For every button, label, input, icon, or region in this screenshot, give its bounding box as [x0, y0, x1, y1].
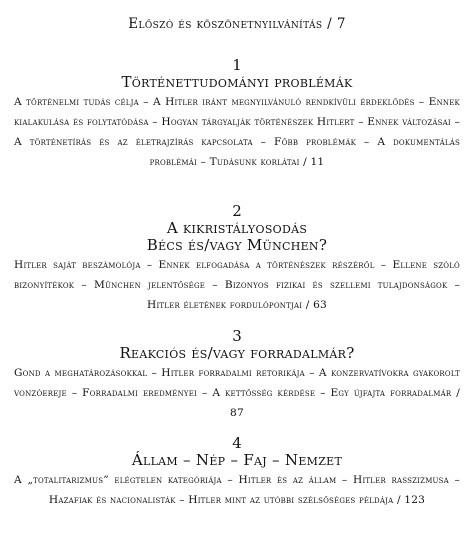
chapter-title: Állam – Nép – Faj – Nemzet [131, 451, 343, 469]
preface-entry: Előszó és köszönetnyilvánítás / 7 [128, 16, 346, 32]
chapter-title: Történettudományi problémák [121, 73, 353, 91]
chapter-4 [14, 434, 460, 510]
chapter-subtitle: Bécs és/vagy München? [146, 236, 328, 254]
chapter-2 [14, 202, 460, 315]
chapter-number: 3 [232, 327, 242, 345]
chapter-description: Gond a meghatározásokkal – Hitler forradalmi retorikája – A konzervatívokra gyakorolt vonzóereje – Forradalmi eredményei – A kettősség kérdése – Egy újfajta forradalmár / 87 [14, 367, 460, 419]
chapter-3 [14, 327, 460, 423]
chapter-number: 4 [232, 434, 242, 452]
chapter-1 [14, 56, 460, 172]
chapter-title: A kikristályosodás [166, 219, 308, 237]
chapter-description: A történelmi tudás célja – A Hitler iránt megnyilvánuló rendkívüli érdeklődés – Ennek kialakulása és folytatódása – Hogyan tárgyalják történészek Hitlert – Ennek változásai – A történetírás és az életrajzírás kapcsolata – Főbb problémák – A dokumentálás problémái – Tudásunk korlátai / 11 [14, 96, 460, 168]
chapter-number: 2 [232, 202, 242, 220]
chapter-title: Reakciós és/vagy forradalmár? [119, 344, 355, 362]
chapter-number: 1 [232, 56, 242, 74]
chapter-description: A „totalitarizmus” elégtelen kategóriája – Hitler és az állam – Hitler rasszizmusa – Hazafiak és nacionalisták – Hitler mint az utóbbi szélsőséges példája / 123 [14, 474, 460, 506]
chapter-description: Hitler saját beszámolója – Ennek elfogadása a történészek részéről – Ellene szóló bizonyítékok – München jelentősége – Bizonyos fizikai és szellemi tulajdonságok – Hitler életének fordulópontjai / 63 [14, 259, 460, 311]
